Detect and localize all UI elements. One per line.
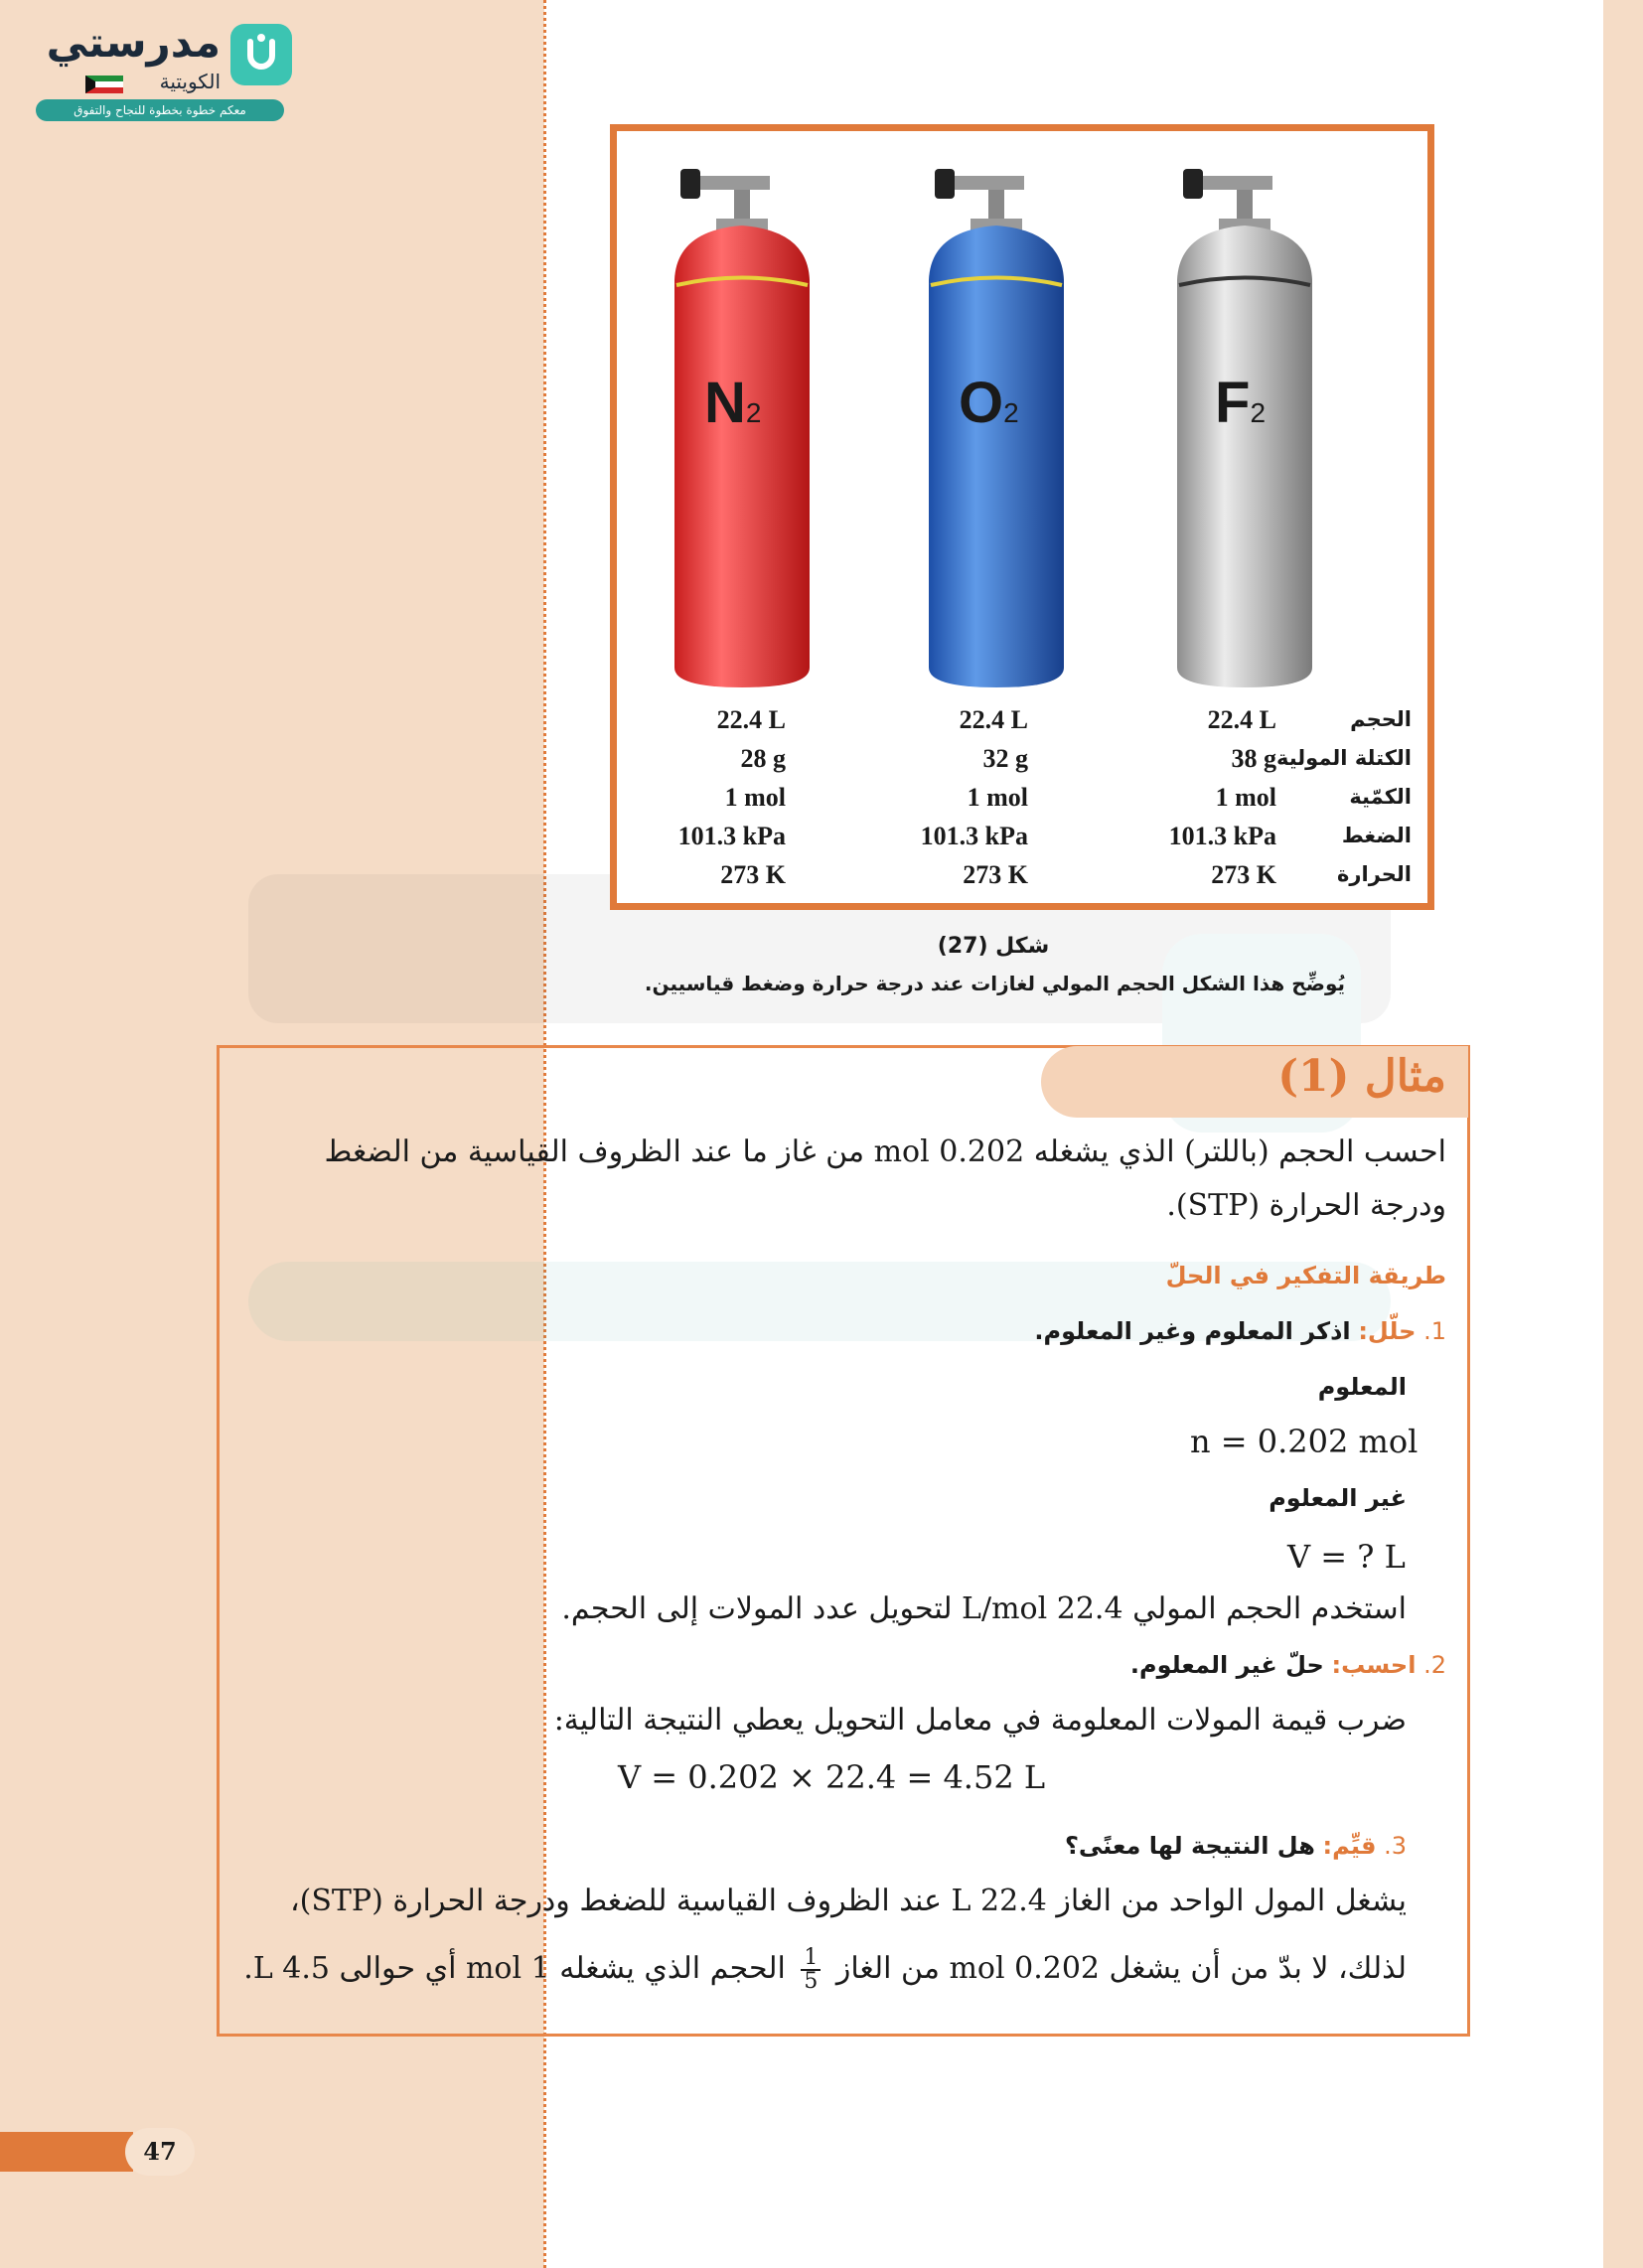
page-number: 47 (125, 2128, 195, 2176)
brand-logo[interactable] (36, 18, 292, 121)
step-2-heading (1130, 1651, 1446, 1679)
o2-label: O2 (959, 371, 1019, 435)
step-3-line-2-part-a: لذلك، لا بدّ من أن يشغل 0.202 mol من الغاز (835, 1951, 1407, 1986)
logo-icon (230, 24, 292, 85)
figure-number: شكل (27) (937, 934, 1050, 959)
f2-label: F2 (1215, 371, 1267, 435)
n2-pressure: 101.3 kPa (677, 822, 786, 850)
unknown-label: غير المعلوم (1269, 1484, 1407, 1512)
step-3-keyword: قيِّم: (1322, 1832, 1377, 1860)
f2-amount: 1 mol (1215, 783, 1276, 812)
logo-tagline: معكم خطوة بخطوة للنجاح والتفوق (36, 99, 284, 121)
logo-title: مدرستي (46, 18, 221, 67)
kuwait-flag-icon (85, 76, 123, 93)
logo-glyph-icon (230, 24, 292, 85)
problem-line-1: احسب الحجم (باللتر) الذي يشغله 0.202 mol من غاز ما عند الظروف القياسية من الضغط (324, 1134, 1446, 1169)
o2-temperature: 273 K (963, 860, 1028, 889)
unknown-value: V = ? L (1287, 1538, 1406, 1576)
step-3-line-2 (215, 1947, 1407, 1993)
row-label-temperature: الحرارة (1337, 862, 1412, 886)
step-3-heading (1065, 1832, 1407, 1860)
fraction-numerator: 1 (801, 1947, 821, 1971)
method-heading: طريقة التفكير في الحلّ (1165, 1262, 1446, 1289)
step-1-number: 1. (1423, 1317, 1446, 1345)
step-1-heading (1034, 1317, 1446, 1345)
step-1-keyword: حلّل: (1358, 1317, 1417, 1345)
right-margin-band (1603, 0, 1643, 2268)
f2-volume: 22.4 L (1207, 705, 1276, 734)
n2-label: N2 (704, 371, 762, 435)
n2-temperature: 273 K (720, 860, 786, 889)
step-3-text: هل النتيجة لها معنًى؟ (1064, 1832, 1315, 1860)
o2-volume: 22.4 L (959, 705, 1028, 734)
step-3-line-2-part-b: الحجم الذي يشغله 1 mol أي حوالى 4.5 L. (243, 1951, 786, 1986)
fraction-denominator: 5 (804, 1969, 819, 1994)
step-2-number: 2. (1423, 1651, 1446, 1679)
known-label: المعلوم (1317, 1373, 1407, 1401)
one-fifth-fraction (801, 1947, 821, 1993)
f2-temperature: 273 K (1211, 860, 1276, 889)
step-1-text: اذكر المعلوم وغير المعلوم. (1034, 1317, 1351, 1345)
row-label-amount: الكمّية (1349, 785, 1412, 809)
logo-subtitle: الكويتية (159, 70, 221, 93)
row-label-pressure: الضغط (1341, 824, 1412, 847)
step-2-keyword: احسب: (1331, 1651, 1417, 1679)
o2-molar-mass: 32 g (982, 744, 1028, 773)
f2-molar-mass: 38 g (1231, 744, 1276, 773)
f2-pressure: 101.3 kPa (1168, 822, 1276, 850)
page-number-bar (0, 2132, 133, 2172)
figure-caption: يُوضِّح هذا الشكل الحجم المولي لغازات عند درجة حرارة وضغط قياسيين. (644, 972, 1345, 995)
step-2-text: حلّ غير المعلوم. (1129, 1651, 1324, 1679)
n2-molar-mass: 28 g (740, 744, 786, 773)
step-2-note: ضرب قيمة المولات المعلومة في معامل التحويل يعطي النتيجة التالية: (553, 1703, 1407, 1738)
step-2-equation: V = 0.202 × 22.4 = 4.52 L (618, 1758, 1046, 1796)
figure-27-frame (610, 124, 1434, 910)
row-label-molar-mass: الكتلة المولية (1275, 746, 1412, 770)
step-3-line-1: يشغل المول الواحد من الغاز 22.4 L عند الظروف القياسية للضغط ودرجة الحرارة (STP)، (289, 1884, 1407, 1918)
example-title: مثال (1) (1277, 1051, 1446, 1102)
row-label-volume: الحجم (1350, 707, 1412, 731)
n2-volume: 22.4 L (716, 705, 786, 734)
problem-line-2: ودرجة الحرارة (STP). (1166, 1188, 1446, 1223)
step-3-number: 3. (1384, 1832, 1407, 1860)
n2-amount: 1 mol (724, 783, 786, 812)
known-value: n = 0.202 mol (1190, 1423, 1419, 1460)
o2-pressure: 101.3 kPa (920, 822, 1028, 850)
step-1-note: استخدم الحجم المولي 22.4 L/mol لتحويل عدد المولات إلى الحجم. (561, 1591, 1407, 1626)
o2-amount: 1 mol (967, 783, 1028, 812)
